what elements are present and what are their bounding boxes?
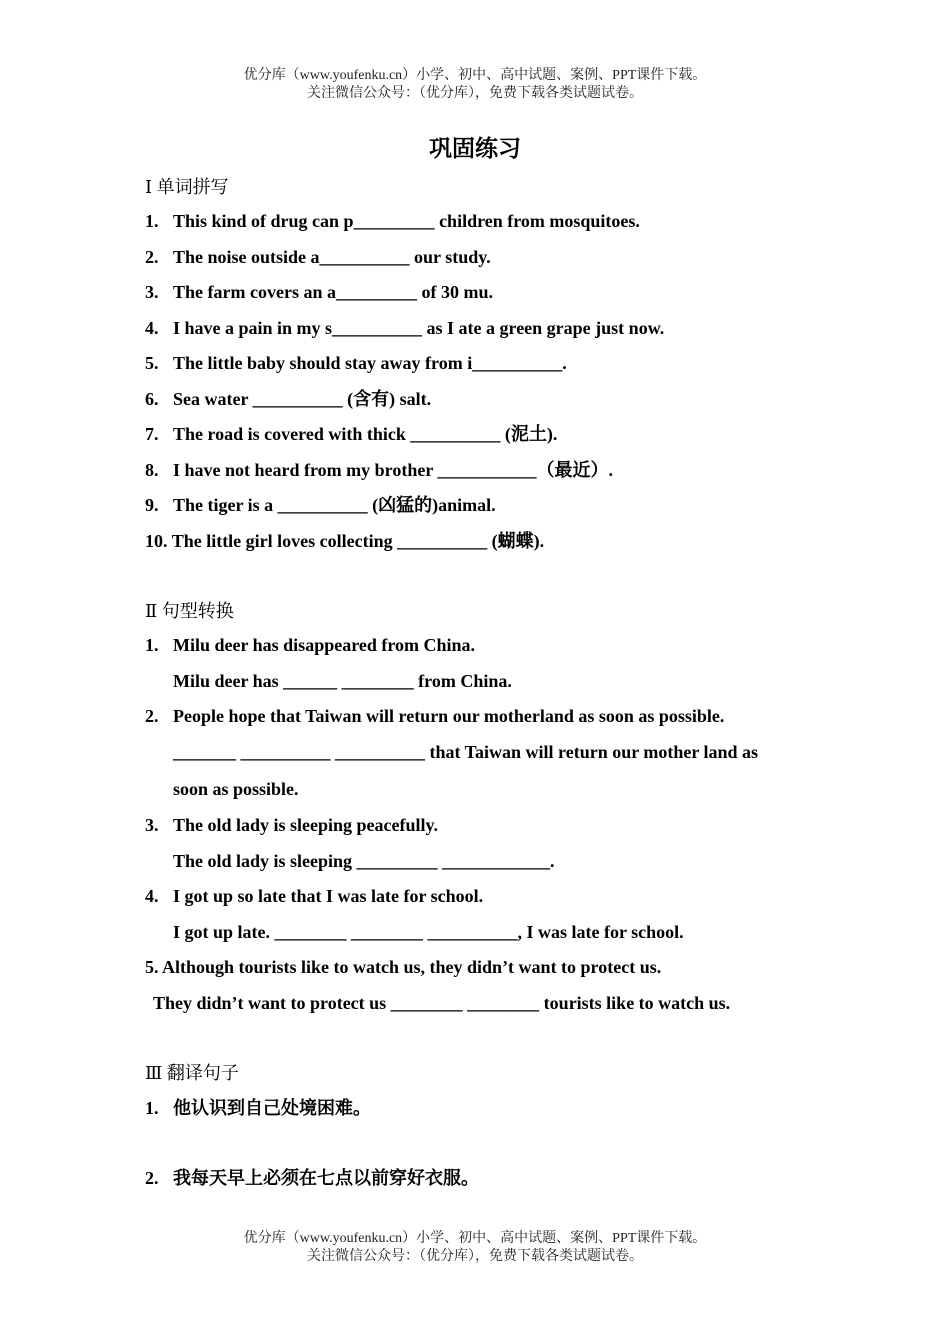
item-number: 8. [145,460,159,480]
item-number: 5. [145,353,159,373]
header-line-2: 关注微信公众号：（优分库），免费下载各类试题试卷。 [307,86,643,101]
translation-item-2 [145,1166,479,1190]
transform-answer-2-line-1: _______ __________ __________ that Taiwan will return our mother land as [173,742,759,762]
section-heading-word-spelling: Ⅰ 单词拼写 [145,177,229,197]
spelling-item-9 [145,493,496,517]
item-number: 6. [145,389,159,409]
item-number: 4. [145,886,159,906]
item-number: 4. [145,318,159,338]
item-number: 10. [145,531,168,551]
spelling-item-4 [145,316,664,340]
header-line-1: 优分库（www.youfenku.cn）小学、初中、高中试题、案例、PPT课件下载。 [243,68,707,83]
item-text: The tiger is a __________ (凶猛的)animal. [173,495,496,515]
item-text: I have a pain in my s__________ as I ate a green grape just now. [173,318,665,338]
item-text: The farm covers an a_________ of 30 mu. [173,282,493,302]
spelling-item-3 [145,280,493,304]
item-text: The old lady is sleeping peacefully. [173,815,439,835]
item-text: People hope that Taiwan will return our motherland as soon as possible. [173,706,725,726]
section-heading-sentence-transformation: Ⅱ 句型转换 [145,601,234,621]
spelling-item-8 [145,458,613,482]
translation-item-1 [145,1096,371,1120]
transform-question-4 [145,884,483,908]
transform-answer-2-line-2: soon as possible. [173,779,299,799]
spelling-item-7 [145,422,557,446]
item-text: I have not heard from my brother ___________（最近）. [173,460,613,480]
item-number: 3. [145,282,159,302]
spelling-item-6 [145,387,431,411]
transform-answer-5: They didn’t want to protect us ________ ________ tourists like to watch us. [153,993,731,1013]
item-text: The little baby should stay away from i__________. [173,353,567,373]
footer-line-2: 关注微信公众号：（优分库），免费下载各类试题试卷。 [307,1249,643,1264]
footer-line-1: 优分库（www.youfenku.cn）小学、初中、高中试题、案例、PPT课件下载。 [243,1231,707,1246]
spelling-item-5 [145,351,567,375]
item-text: 我每天早上必须在七点以前穿好衣服。 [173,1168,479,1188]
item-text: Sea water __________ (含有) salt. [173,389,432,409]
item-text: The road is covered with thick __________ (泥土). [173,424,558,444]
section-heading-translation: Ⅲ 翻译句子 [145,1063,239,1083]
transform-question-2 [145,704,724,728]
item-text: 他认识到自己处境困难。 [173,1098,371,1118]
item-text: Milu deer has disappeared from China. [173,635,476,655]
item-text: I got up so late that I was late for school. [173,886,484,906]
transform-question-3 [145,813,438,837]
item-number: 2. [145,247,159,267]
item-number: 1. [145,211,159,231]
spelling-item-1 [145,209,640,233]
spelling-item-10 [145,529,544,553]
transform-answer-4: I got up late. ________ ________ __________, I was late for school. [173,922,684,942]
transform-answer-1: Milu deer has ______ ________ from China. [173,671,512,691]
item-number: 9. [145,495,159,515]
item-number: 2. [145,1168,159,1188]
transform-question-5: 5. Although tourists like to watch us, they didn’t want to protect us. [145,957,662,977]
page-title: 巩固练习 [429,136,521,161]
item-number: 7. [145,424,159,444]
spelling-item-2 [145,245,491,269]
item-text: This kind of drug can p_________ children from mosquitoes. [173,211,640,231]
item-number: 1. [145,635,159,655]
transform-answer-3: The old lady is sleeping _________ ____________. [173,851,555,871]
item-number: 3. [145,815,159,835]
item-text: The noise outside a__________ our study. [173,247,491,267]
item-number: 2. [145,706,159,726]
item-text: The little girl loves collecting __________ (蝴蝶). [171,531,545,551]
transform-question-1 [145,633,475,657]
item-number: 1. [145,1098,159,1118]
